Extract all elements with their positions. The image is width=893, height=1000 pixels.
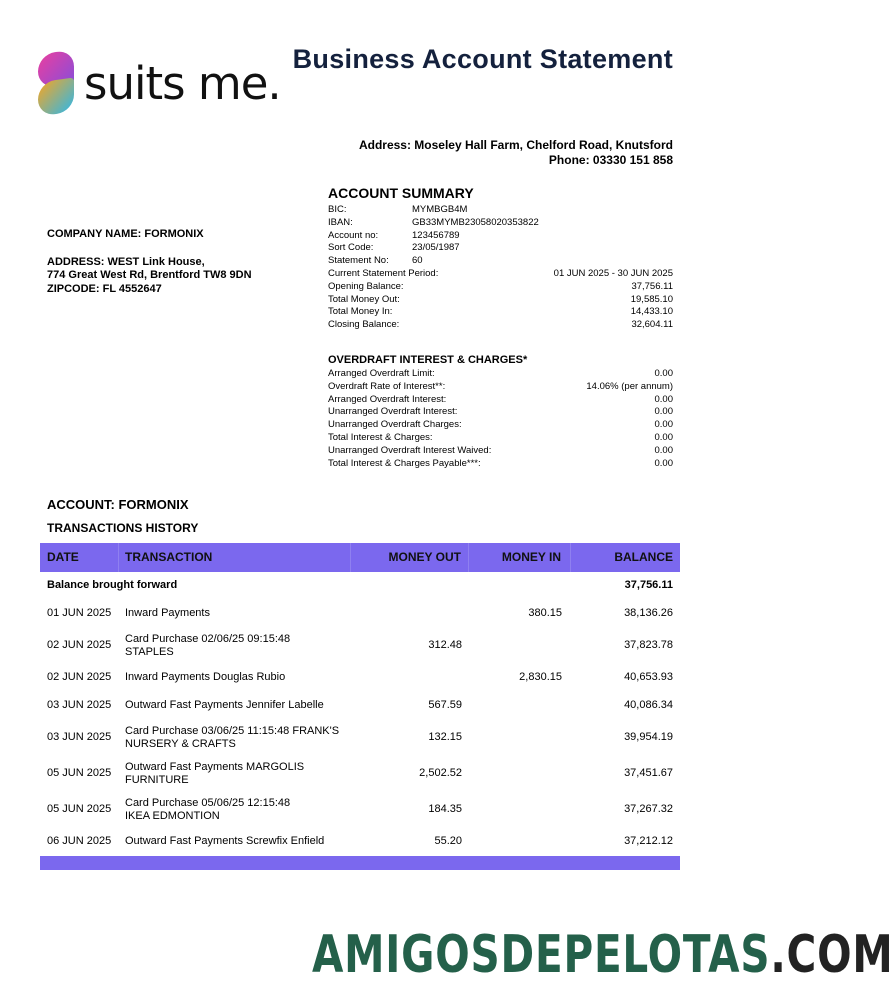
brand-logo [38, 52, 281, 114]
tx-description-line2: STAPLES [125, 646, 174, 658]
summary-balance-row [328, 294, 673, 307]
overdraft-row [328, 381, 673, 394]
overdraft-section [328, 354, 673, 470]
col-balance-header: BALANCE [614, 550, 673, 564]
tx-date: 02 JUN 2025 [47, 639, 112, 652]
tx-date: 05 JUN 2025 [47, 803, 112, 816]
table-row [40, 692, 680, 720]
tx-money-in: 380.15 [528, 607, 562, 620]
table-header [40, 543, 680, 572]
overdraft-label: Overdraft Rate of Interest**: [328, 380, 446, 392]
overdraft-row [328, 445, 673, 458]
summary-detail-value: 123456789 [412, 229, 460, 241]
tx-description-line1: Card Purchase 02/06/25 09:15:48 [125, 632, 291, 645]
summary-balance-label: Current Statement Period: [328, 267, 439, 279]
col-date-header: DATE [40, 543, 119, 572]
overdraft-row [328, 458, 673, 471]
tx-description-line1: Outward Fast Payments MARGOLIS [125, 760, 305, 773]
summary-balance-value: 19,585.10 [630, 293, 673, 305]
tx-description [119, 725, 351, 752]
bank-contact [359, 138, 673, 168]
overdraft-title: OVERDRAFT INTEREST & CHARGES* [328, 354, 528, 366]
overdraft-label: Total Interest & Charges Payable***: [328, 457, 481, 469]
company-address-line2: 774 Great West Rd, Brentford TW8 9DN [47, 269, 252, 281]
table-row [40, 756, 680, 792]
tx-description [119, 761, 351, 788]
account-heading: ACCOUNT: FORMONIX [47, 497, 189, 512]
overdraft-row [328, 419, 673, 432]
tx-description-line1: Outward Fast Payments Screwfix Enfield [125, 835, 325, 848]
overdraft-value: 0.00 [654, 431, 673, 443]
summary-balance-label: Closing Balance: [328, 319, 400, 331]
summary-balance-row [328, 319, 673, 332]
overdraft-value: 0.00 [654, 368, 673, 379]
overdraft-row [328, 406, 673, 419]
overdraft-value: 0.00 [654, 444, 673, 456]
overdraft-label: Unarranged Overdraft Charges: [328, 419, 462, 431]
tx-balance: 37,451.67 [624, 767, 673, 780]
tx-description [119, 699, 351, 713]
company-name: COMPANY NAME: FORMONIX [47, 228, 204, 240]
tx-balance: 38,136.26 [624, 607, 673, 620]
watermark [312, 925, 893, 985]
summary-detail-row [328, 204, 673, 217]
summary-detail-label: Sort Code: [328, 242, 374, 254]
tx-description-line2: NURSERY & CRAFTS [125, 738, 236, 750]
tx-description [119, 607, 351, 621]
tx-date: 03 JUN 2025 [47, 731, 112, 744]
table-row [40, 664, 680, 692]
table-row [40, 720, 680, 756]
tx-date: 01 JUN 2025 [47, 607, 112, 620]
summary-title: ACCOUNT SUMMARY [328, 185, 474, 201]
table-row [40, 600, 680, 628]
col-transaction-header: TRANSACTION [119, 543, 351, 572]
overdraft-label: Arranged Overdraft Limit: [328, 368, 435, 379]
summary-balance-row [328, 268, 673, 281]
overdraft-value: 0.00 [654, 457, 673, 469]
tx-description-line2: FURNITURE [125, 774, 189, 786]
company-zipcode: ZIPCODE: FL 4552647 [47, 282, 162, 295]
overdraft-label: Arranged Overdraft Interest: [328, 393, 447, 405]
tx-description-line1: Card Purchase 05/06/25 12:15:48 [125, 796, 291, 809]
tx-description [119, 797, 351, 824]
overdraft-value: 0.00 [654, 393, 673, 405]
table-row [40, 792, 680, 828]
tx-balance: 37,267.32 [624, 803, 673, 816]
bank-address: Address: Moseley Hall Farm, Chelford Road, Knutsford [358, 138, 673, 152]
tx-balance: 37,212.12 [624, 835, 673, 848]
logo-mark-icon [38, 52, 74, 114]
overdraft-label: Unarranged Overdraft Interest: [328, 406, 458, 418]
tx-description-line2: IKEA EDMONTION [125, 810, 220, 822]
tx-money-out: 132.15 [428, 731, 462, 744]
tx-money-out: 567.59 [428, 699, 462, 712]
overdraft-row [328, 394, 673, 407]
summary-balance-label: Opening Balance: [328, 280, 404, 292]
summary-detail-label: Statement No: [328, 255, 389, 267]
tx-balance: 40,086.34 [624, 699, 673, 712]
tx-date: 06 JUN 2025 [47, 835, 112, 848]
overdraft-value: 0.00 [654, 419, 673, 431]
table-row [40, 628, 680, 664]
summary-detail-value: MYMBGB4M [412, 204, 468, 215]
tx-date: 05 JUN 2025 [47, 767, 112, 780]
summary-balance-value: 01 JUN 2025 - 30 JUN 2025 [553, 267, 673, 279]
summary-detail-value: 23/05/1987 [412, 242, 460, 254]
summary-balance-label: Total Money In: [328, 306, 393, 318]
col-money-in-header: MONEY IN [469, 543, 571, 572]
brought-forward-row [40, 572, 680, 600]
summary-balance-value: 32,604.11 [631, 319, 673, 331]
summary-detail-row [328, 242, 673, 255]
summary-detail-row [328, 217, 673, 230]
tx-balance: 40,653.93 [624, 671, 673, 684]
summary-detail-label: Account no: [328, 229, 379, 241]
table-footer-bar [40, 856, 680, 870]
overdraft-label: Unarranged Overdraft Interest Waived: [328, 444, 492, 456]
overdraft-label: Total Interest & Charges: [328, 431, 433, 443]
summary-detail-label: IBAN: [328, 216, 353, 228]
tx-description [119, 671, 351, 685]
history-heading: TRANSACTIONS HISTORY [47, 521, 199, 535]
overdraft-row [328, 432, 673, 445]
tx-balance: 37,823.78 [624, 639, 673, 652]
document-title: Business Account Statement [292, 44, 673, 74]
tx-money-out: 2,502.52 [419, 767, 462, 780]
tx-date: 03 JUN 2025 [47, 699, 112, 712]
account-summary [328, 185, 673, 332]
tx-date: 02 JUN 2025 [47, 671, 112, 684]
summary-detail-label: BIC: [328, 204, 347, 215]
tx-description-line1: Card Purchase 03/06/25 11:15:48 FRANK'S [125, 724, 340, 737]
tx-money-out: 55.20 [434, 835, 462, 848]
tx-description-line1: Inward Payments Douglas Rubio [125, 671, 286, 684]
company-address-line1: ADDRESS: WEST Link House, [47, 255, 205, 268]
col-money-out-header: MONEY OUT [351, 543, 469, 572]
company-info [47, 228, 252, 296]
table-row [40, 828, 680, 856]
tx-description-line1: Outward Fast Payments Jennifer Labelle [125, 699, 324, 712]
overdraft-row [328, 368, 673, 381]
tx-money-in: 2,830.15 [519, 671, 562, 684]
transactions-table [40, 543, 680, 870]
tx-money-out: 312.48 [428, 639, 462, 652]
watermark-main: AMIGOSDEPELOTAS [312, 925, 771, 985]
brought-forward-label: Balance brought forward [47, 579, 178, 592]
summary-detail-row [328, 230, 673, 243]
tx-description [119, 835, 351, 849]
tx-money-out: 184.35 [428, 803, 462, 816]
overdraft-value: 0.00 [654, 406, 673, 418]
summary-detail-row [328, 255, 673, 268]
summary-balance-row [328, 281, 673, 294]
summary-balance-label: Total Money Out: [328, 293, 400, 305]
logo-text: suits me. [84, 56, 281, 110]
overdraft-value: 14.06% (per annum) [586, 380, 673, 392]
tx-description [119, 633, 351, 660]
summary-detail-value: 60 [412, 255, 423, 267]
summary-balance-value: 14,433.10 [630, 306, 673, 318]
bank-phone: Phone: 03330 151 858 [548, 153, 673, 167]
summary-balance-value: 37,756.11 [631, 280, 673, 292]
brought-forward-balance: 37,756.11 [624, 579, 673, 592]
summary-balance-row [328, 306, 673, 319]
watermark-suffix: .COM [770, 925, 893, 985]
summary-detail-value: GB33MYMB23058020353822 [412, 216, 539, 228]
tx-balance: 39,954.19 [624, 731, 673, 744]
tx-description-line1: Inward Payments [125, 607, 210, 620]
